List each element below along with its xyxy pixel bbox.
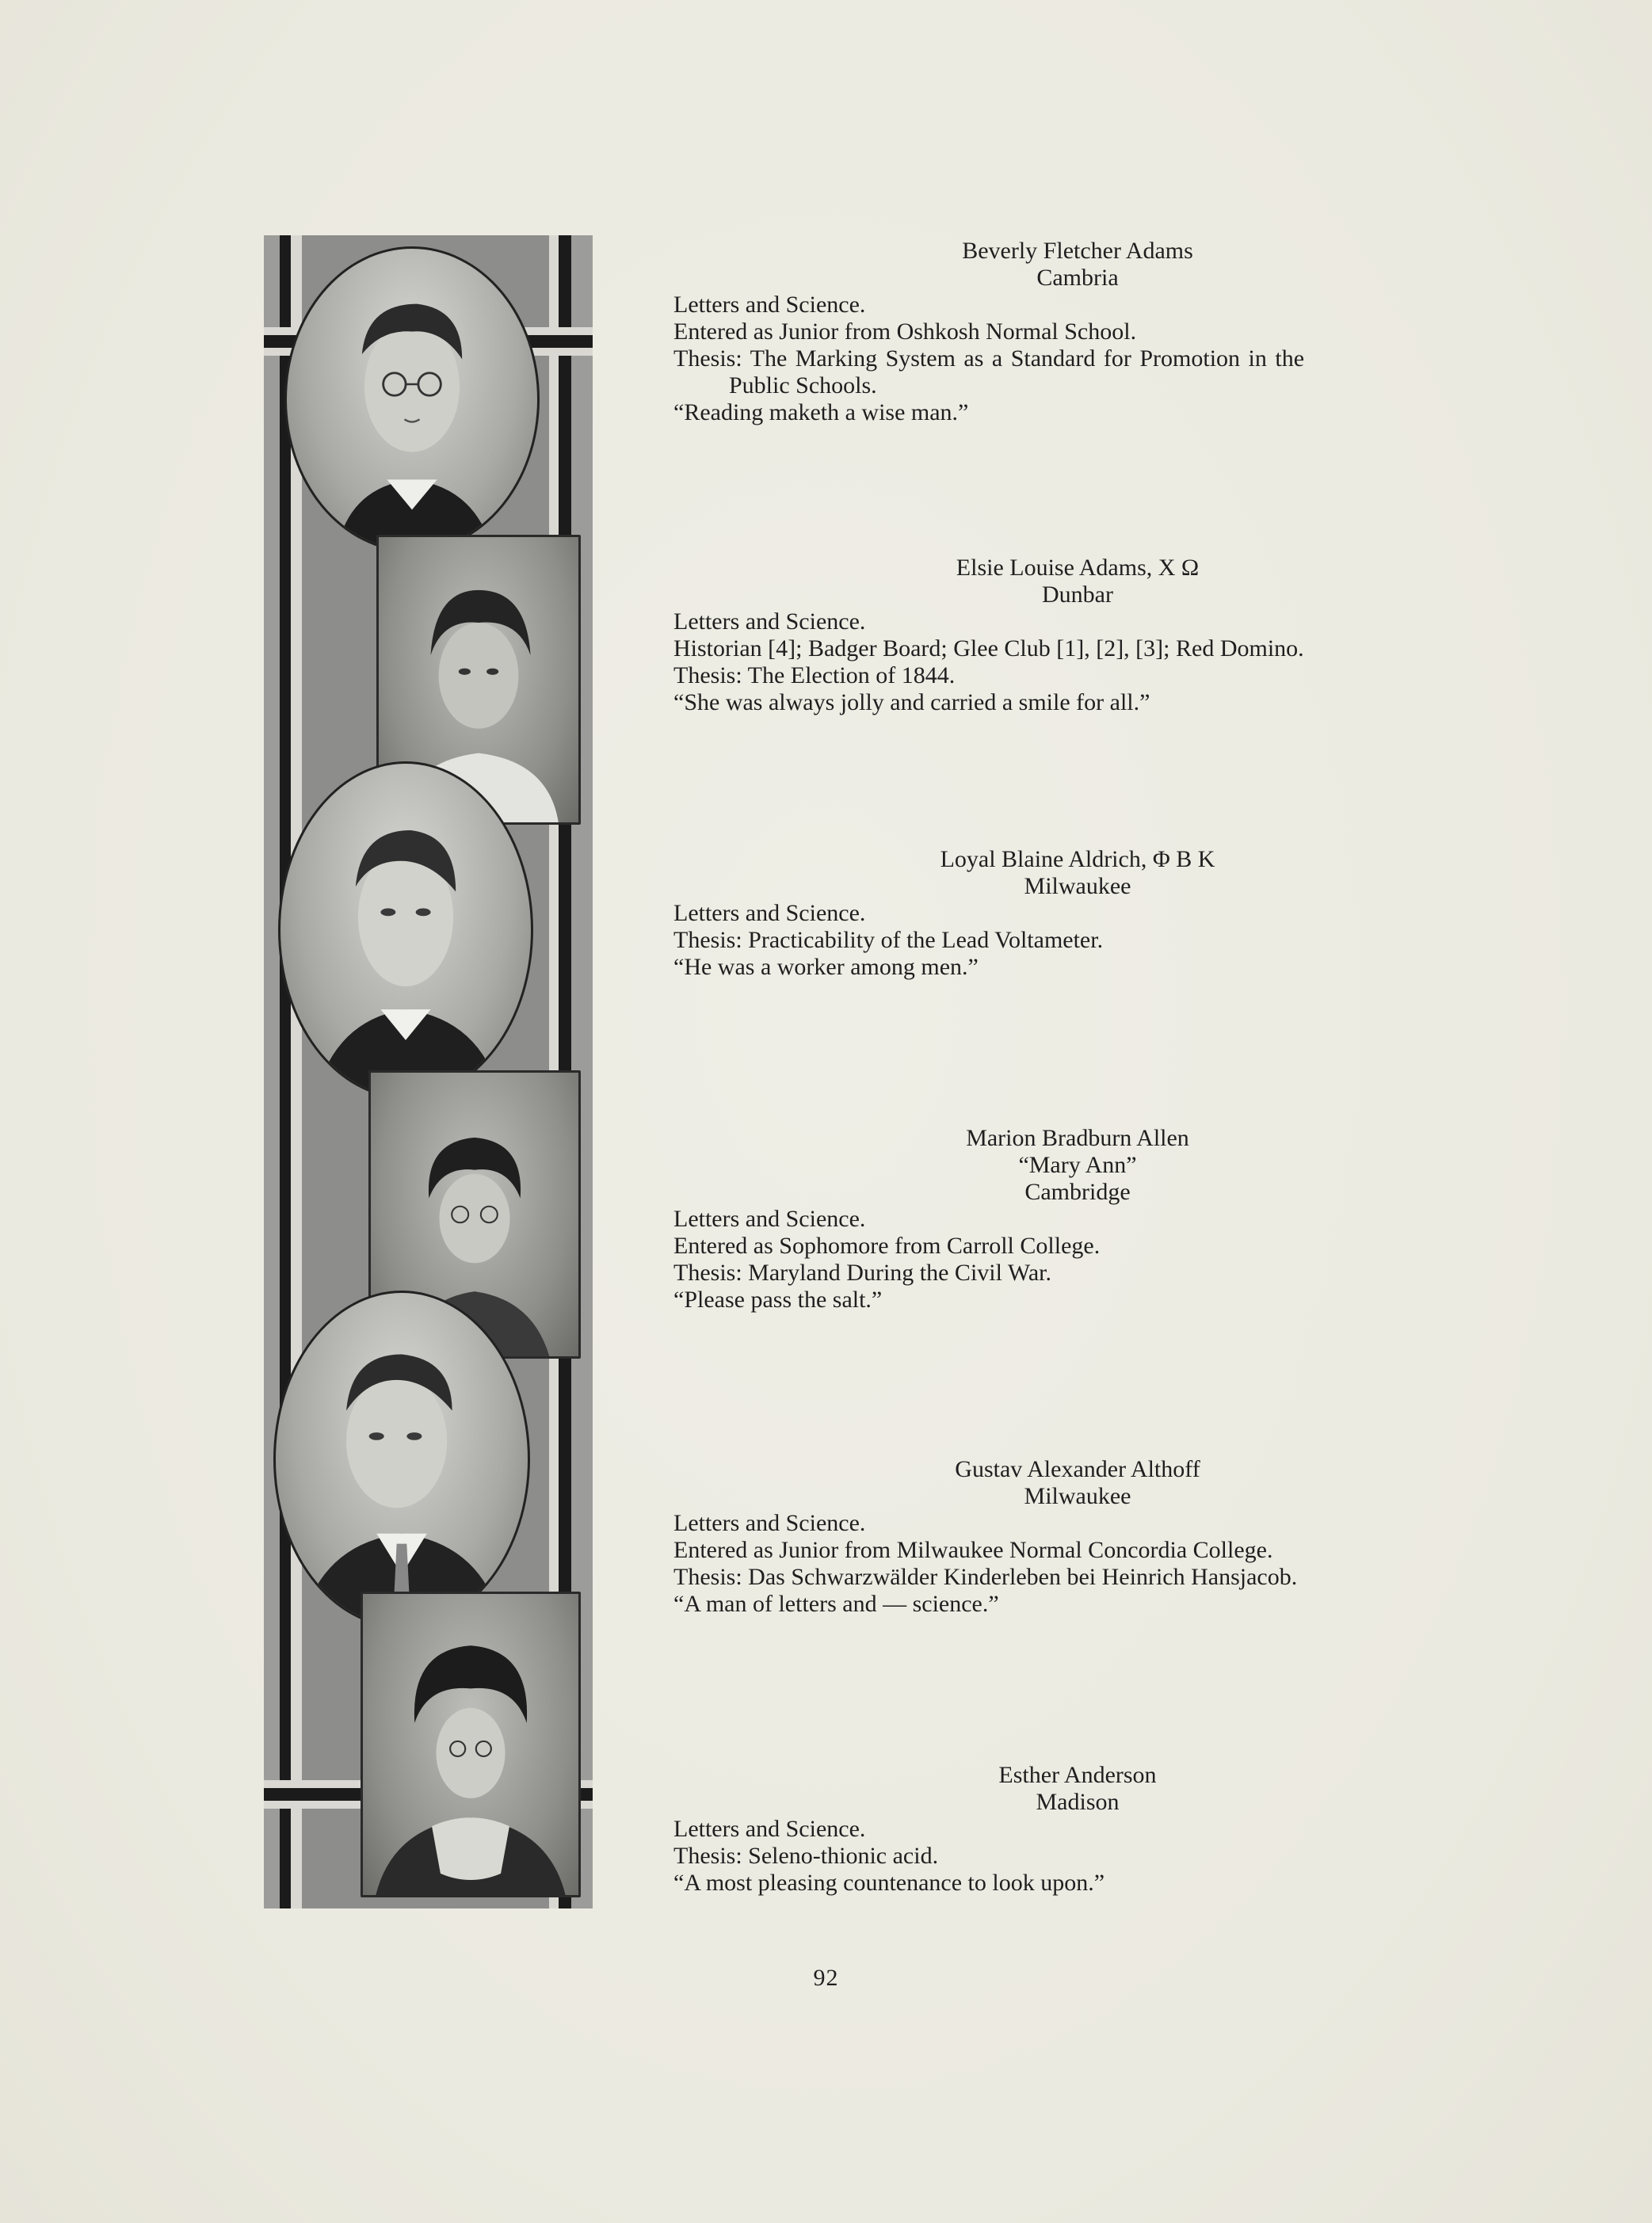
entry-line: Thesis: The Marking System as a Standard for Promotion in the xyxy=(673,345,1305,372)
entry-line: Letters and Science. xyxy=(673,900,866,926)
student-town: Milwaukee xyxy=(1024,1483,1131,1509)
entry-line: Letters and Science. xyxy=(673,292,866,318)
student-town: Dunbar xyxy=(1042,581,1113,608)
entry-line: “A most pleasing countenance to look upon.” xyxy=(673,1870,1105,1896)
entry-line: Entered as Junior from Oshkosh Normal School. xyxy=(673,318,1137,345)
entry-loyal-aldrich xyxy=(673,846,1482,981)
entry-line: Letters and Science. xyxy=(673,1206,866,1232)
entry-line: “Please pass the salt.” xyxy=(673,1287,883,1313)
student-town: Madison xyxy=(1036,1789,1120,1815)
entry-line: Thesis: Practicability of the Lead Voltameter. xyxy=(673,927,1104,953)
entry-line: Public Schools. xyxy=(729,372,877,398)
entry-line: Historian [4]; Badger Board; Glee Club [1], [2], [3]; Red Domino. xyxy=(673,635,1304,662)
student-name: Gustav Alexander Althoff xyxy=(955,1456,1200,1482)
entry-line: Letters and Science. xyxy=(673,1510,866,1536)
entry-line: Thesis: Maryland During the Civil War. xyxy=(673,1260,1051,1286)
portrait-strip xyxy=(264,235,593,1908)
portrait-beverly-adams xyxy=(284,246,540,552)
entry-elsie-adams xyxy=(673,555,1482,716)
page-number: 92 xyxy=(813,1965,839,1991)
entry-marion-allen xyxy=(673,1125,1482,1314)
student-town: Milwaukee xyxy=(1024,873,1131,899)
entry-gustav-althoff xyxy=(673,1456,1482,1618)
entry-line: “Reading maketh a wise man.” xyxy=(673,399,969,425)
entry-line: Entered as Junior from Milwaukee Normal Concordia College. xyxy=(673,1537,1273,1563)
student-town: Cambridge xyxy=(1024,1179,1131,1205)
entry-beverly-adams xyxy=(673,238,1482,426)
entry-line: Entered as Sophomore from Carroll College. xyxy=(673,1233,1101,1259)
student-name: Beverly Fletcher Adams xyxy=(962,238,1193,264)
portrait-esther-anderson xyxy=(361,1592,581,1897)
entry-line: Thesis: Das Schwarzwälder Kinderleben bei Heinrich Hansjacob. xyxy=(673,1564,1298,1590)
entry-line: “She was always jolly and carried a smile for all.” xyxy=(673,689,1150,715)
portrait-loyal-aldrich xyxy=(278,761,533,1099)
student-name: Loyal Blaine Aldrich, Φ B K xyxy=(940,846,1215,872)
entry-line: Thesis: Seleno-thionic acid. xyxy=(673,1843,939,1869)
portrait-gustav-althoff xyxy=(273,1291,530,1628)
entry-esther-anderson xyxy=(673,1762,1482,1897)
student-nickname: “Mary Ann” xyxy=(1018,1152,1137,1178)
student-town: Cambria xyxy=(1036,265,1119,291)
student-name: Esther Anderson xyxy=(998,1762,1157,1788)
student-name: Elsie Louise Adams, X Ω xyxy=(956,555,1200,581)
entry-line: “A man of letters and — science.” xyxy=(673,1591,999,1617)
student-name: Marion Bradburn Allen xyxy=(966,1125,1189,1151)
entry-line: Letters and Science. xyxy=(673,1816,866,1842)
entry-line: Letters and Science. xyxy=(673,608,866,635)
entry-line: Thesis: The Election of 1844. xyxy=(673,662,956,688)
entry-line: “He was a worker among men.” xyxy=(673,954,979,980)
